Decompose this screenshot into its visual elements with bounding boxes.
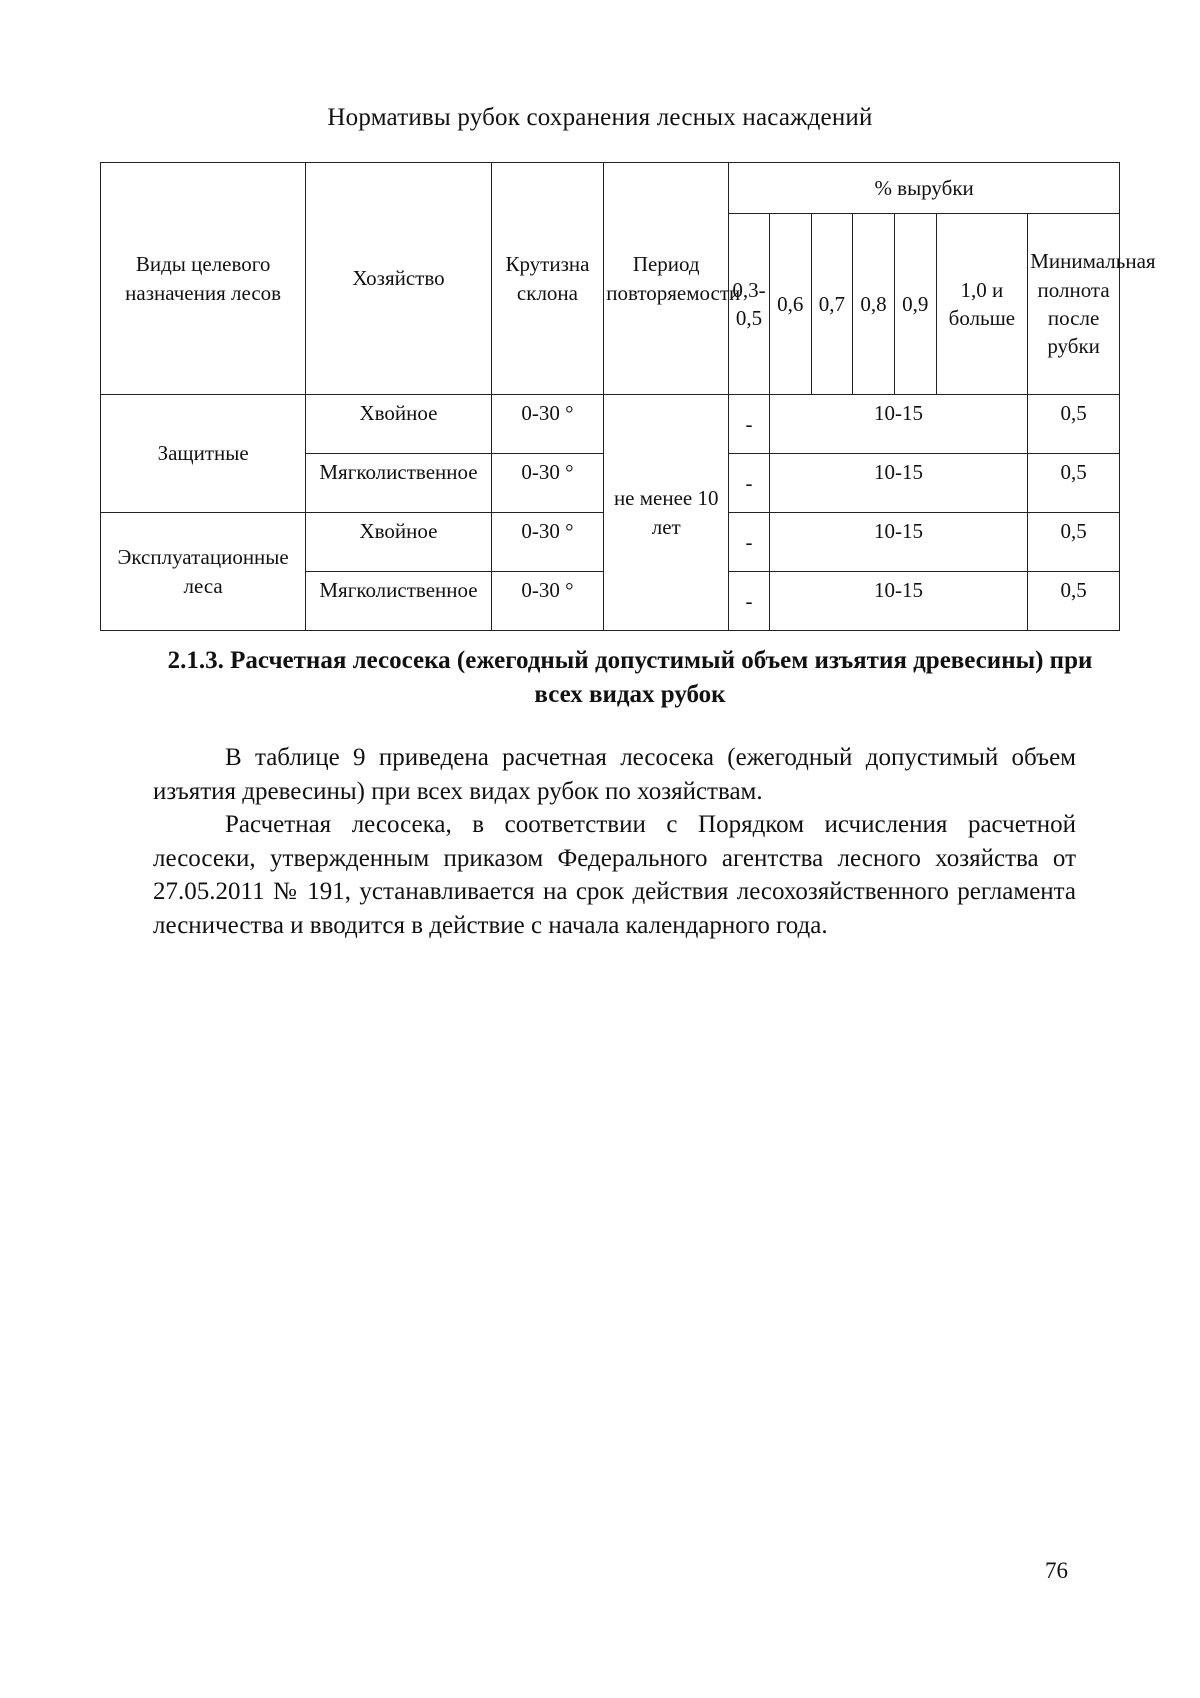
- header-cut-percent: % вырубки: [729, 163, 1120, 214]
- table-row: [101, 395, 1120, 454]
- header-purpose: Виды целевого назначения лесов: [101, 163, 306, 395]
- period-cell: не менее 10 лет: [604, 395, 729, 631]
- economy-cell: Мягколиственное: [306, 572, 491, 631]
- header-row: [101, 163, 1120, 214]
- cut-range-cell: 10-15: [769, 572, 1027, 631]
- economy-cell: Хвойное: [306, 513, 491, 572]
- section-heading: 2.1.3. Расчетная лесосека (ежегодный допустимый объем изъятия древесины) при всех видах рубок: [167, 647, 1093, 708]
- header-period: Период повторяемости: [604, 163, 729, 395]
- low-density-cell: -: [729, 572, 770, 631]
- min-density-cell: 0,5: [1028, 395, 1120, 454]
- table-title: Нормативы рубок сохранения лесных насаждений: [327, 104, 873, 131]
- header-density-3: 0,8: [853, 214, 895, 395]
- economy-cell: Хвойное: [306, 395, 491, 454]
- min-density-cell: 0,5: [1028, 513, 1120, 572]
- min-density-cell: 0,5: [1028, 572, 1120, 631]
- header-density-1: 0,6: [769, 214, 811, 395]
- low-density-cell: -: [729, 395, 770, 454]
- cut-range-cell: 10-15: [769, 513, 1027, 572]
- low-density-cell: -: [729, 513, 770, 572]
- cut-range-cell: 10-15: [769, 395, 1027, 454]
- header-density-5: 1,0 и больше: [936, 214, 1028, 395]
- header-slope: Крутизна склона: [491, 163, 604, 395]
- felling-norms-table: [100, 162, 1156, 631]
- economy-cell: Мягколиственное: [306, 454, 491, 513]
- paragraph: Расчетная лесосека, в соответствии с Порядком исчисления расчетной лесосеки, утвержденным приказом Федерального агентства лесного хозяйства от 27.05.2011 № 191, устанавливается на срок действия лесохозяйственного регламента лесничества и вводится в действие с начала календарного года.: [153, 811, 1076, 939]
- header-economy: Хозяйство: [306, 163, 491, 395]
- slope-cell: 0-30 °: [491, 454, 604, 513]
- slope-cell: 0-30 °: [491, 572, 604, 631]
- purpose-cell: Защитные: [101, 395, 306, 513]
- header-min-density: Минимальная полнота после рубки: [1028, 214, 1120, 395]
- purpose-cell: Эксплуатационные леса: [101, 513, 306, 631]
- section-body: [153, 741, 1076, 942]
- header-density-2: 0,7: [811, 214, 853, 395]
- min-density-cell: 0,5: [1028, 454, 1120, 513]
- cut-range-cell: 10-15: [769, 454, 1027, 513]
- slope-cell: 0-30 °: [491, 513, 604, 572]
- paragraph: В таблице 9 приведена расчетная лесосека (ежегодный допустимый объем изъятия древесины) при всех видах рубок по хозяйствам.: [153, 744, 1076, 805]
- page-number: 76: [1045, 1558, 1068, 1583]
- header-density-4: 0,9: [894, 214, 936, 395]
- low-density-cell: -: [729, 454, 770, 513]
- header-density-0: 0,3-0,5: [729, 214, 770, 395]
- slope-cell: 0-30 °: [491, 395, 604, 454]
